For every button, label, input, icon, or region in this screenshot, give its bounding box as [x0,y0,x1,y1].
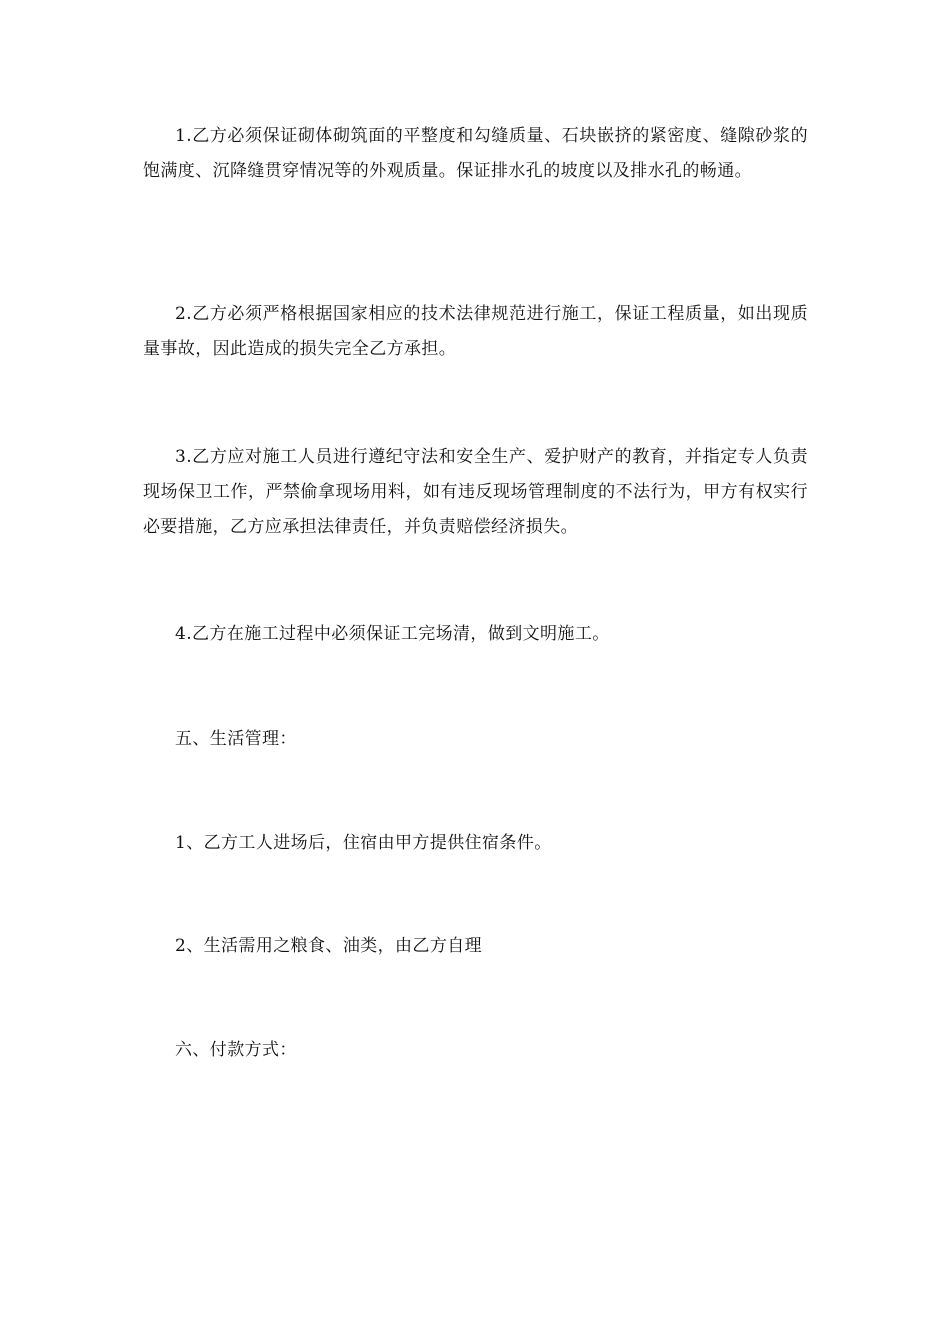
clause-4-civilized-construction: 4.乙方在施工过程中必须保证工完场清，做到文明施工。 [175,624,610,644]
living-item-1: 1、乙方工人进场后，住宿由甲方提供住宿条件。 [175,833,552,853]
clause-1-quality-appearance: 1.乙方必须保证砌体砌筑面的平整度和勾缝质量、石块嵌挤的紧密度、缝隙砂浆的饱满度、沉降缝贯穿情况等的外观质量。保证排水孔的坡度以及排水孔的畅通。 [143,126,808,181]
section-6-heading: 六、付款方式： [175,1040,297,1060]
living-item-2: 2、生活需用之粮食、油类，由乙方自理 [175,936,483,956]
clause-3-safety-education: 3.乙方应对施工人员进行遵纪守法和安全生产、爱护财产的教育，并指定专人负责现场保卫工作，严禁偷拿现场用料，如有违反现场管理制度的不法行为，甲方有权实行必要措施，乙方应承担法律责任，并负责赔偿经济损失。 [143,447,808,537]
clause-2-construction-standards: 2.乙方必须严格根据国家相应的技术法律规范进行施工，保证工程质量，如出现质量事故，因此造成的损失完全乙方承担。 [143,304,808,359]
section-5-heading: 五、生活管理： [175,729,297,749]
